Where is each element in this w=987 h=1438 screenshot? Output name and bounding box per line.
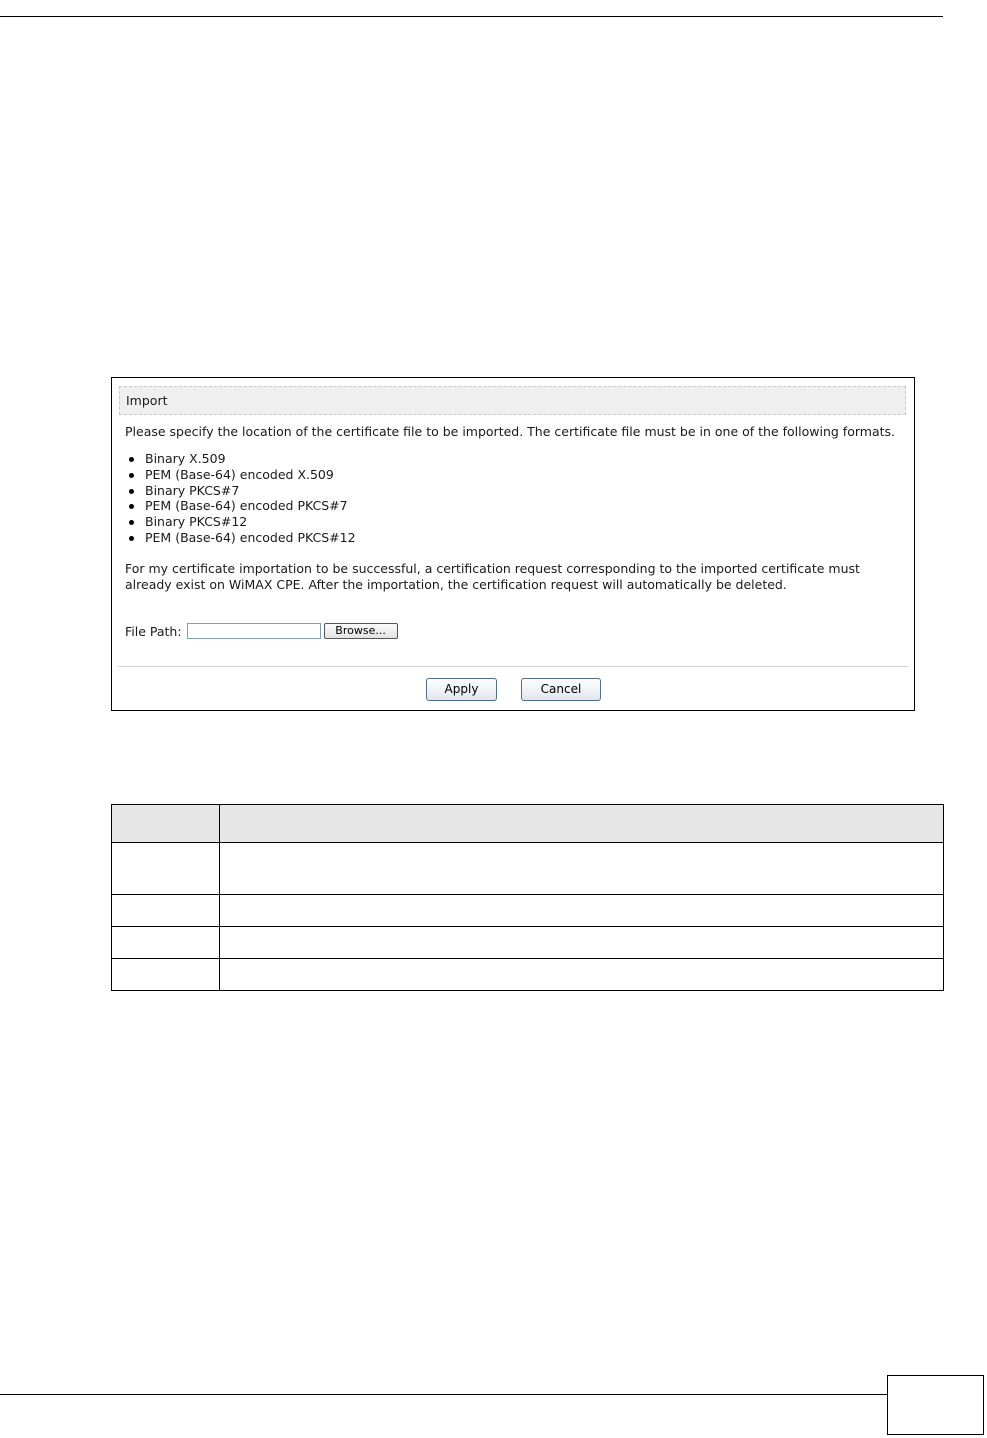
description-column-header [220, 805, 944, 843]
bullet-icon [129, 473, 134, 478]
bullet-icon [129, 520, 134, 525]
table-cell [220, 895, 944, 927]
list-item: PEM (Base-64) encoded X.509 [125, 467, 356, 483]
list-item: PEM (Base-64) encoded PKCS#12 [125, 530, 356, 546]
header-rule [0, 16, 943, 17]
table-header-row [112, 805, 944, 843]
table-cell [112, 959, 220, 991]
footer-rule [0, 1394, 888, 1395]
table-row [112, 895, 944, 927]
list-item: PEM (Base-64) encoded PKCS#7 [125, 498, 356, 514]
file-path-label: File Path: [125, 623, 182, 639]
browse-button[interactable]: Browse... [324, 623, 398, 639]
field-description-table [111, 804, 944, 991]
table-cell [220, 959, 944, 991]
import-certificate-panel [111, 377, 915, 711]
table-cell [220, 927, 944, 959]
list-item: Binary PKCS#12 [125, 514, 356, 530]
importation-note: For my certificate importation to be successful, a certification request corresponding to the imported certificate must already exist on WiMAX CPE. After the importation, the certification request will automatically be deleted. [125, 561, 860, 592]
bullet-icon [129, 489, 134, 494]
bullet-icon [129, 536, 134, 541]
table-cell [112, 843, 220, 895]
panel-intro-text: Please specify the location of the certificate file to be imported. The certificate file must be in one of the following formats. [125, 424, 895, 439]
table-row [112, 843, 944, 895]
format-list [125, 451, 356, 546]
panel-title: Import [119, 386, 906, 415]
bullet-icon [129, 457, 134, 462]
label-column-header [112, 805, 220, 843]
list-item: Binary PKCS#7 [125, 483, 356, 499]
table-cell [112, 927, 220, 959]
list-item: Binary X.509 [125, 451, 356, 467]
cancel-button[interactable]: Cancel [521, 678, 601, 701]
table-row [112, 927, 944, 959]
table-cell [112, 895, 220, 927]
file-path-input[interactable] [187, 623, 321, 639]
table-cell [220, 843, 944, 895]
page-number-box [887, 1375, 984, 1435]
apply-button[interactable]: Apply [426, 678, 497, 701]
file-path-row [125, 621, 398, 641]
panel-divider [118, 666, 909, 667]
table-row [112, 959, 944, 991]
bullet-icon [129, 504, 134, 509]
